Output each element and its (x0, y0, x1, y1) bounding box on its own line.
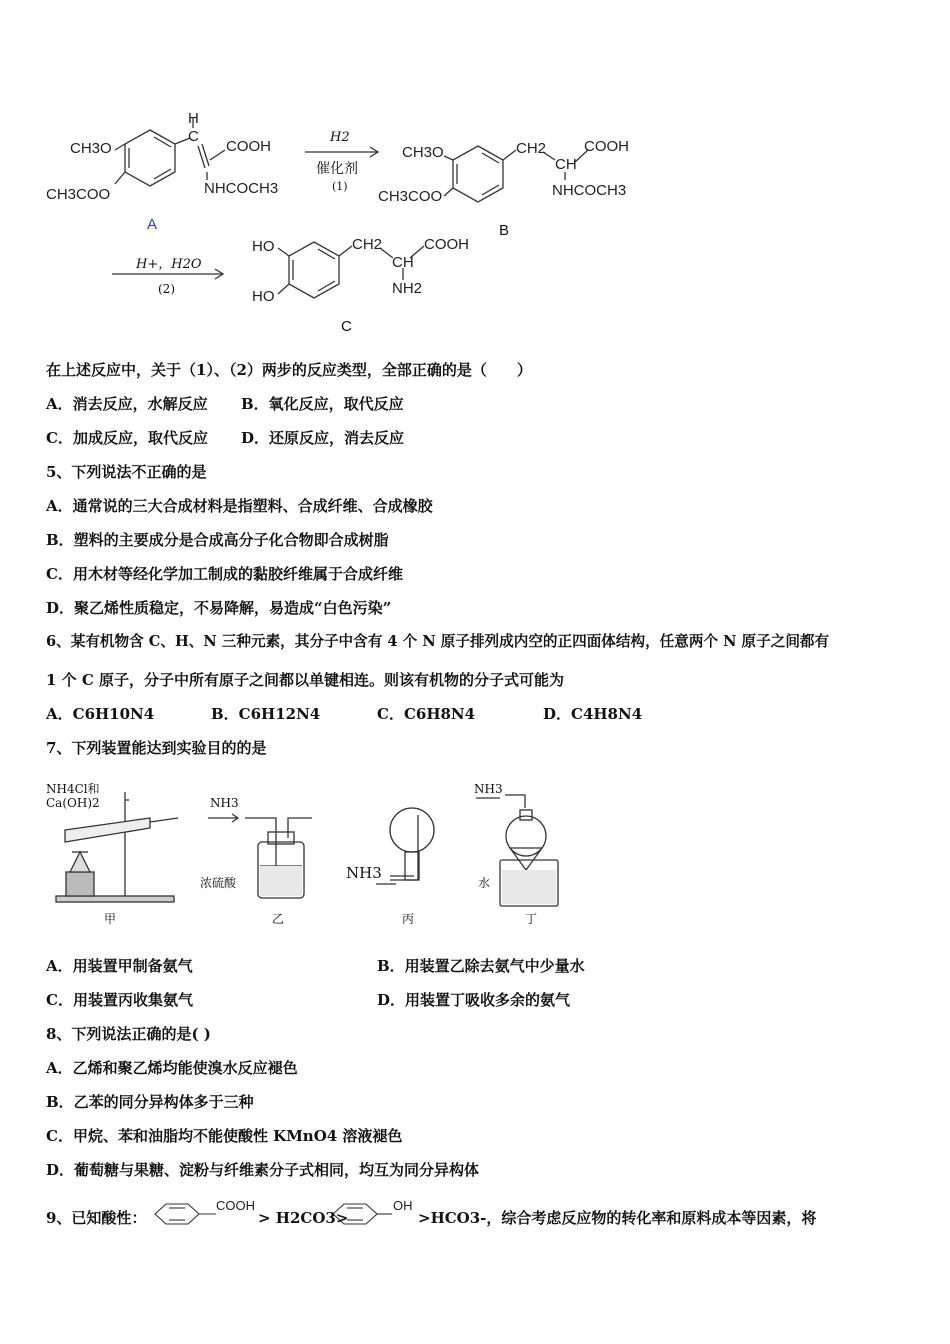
q7-option-b: B．用装置乙除去氨气中少量水 (377, 957, 585, 975)
q6-stem-line2: 1 个 C 原子，分子中所有原子之间都以单键相连。则该有机物的分子式可能为 (46, 671, 565, 689)
q6-option-d: D．C4H8N4 (543, 705, 643, 723)
q9-cooh-label: COOH (216, 1198, 255, 1213)
q4-stem: 在上述反应中，关于（1）、（2）两步的反应类型，全部正确的是（ ） (46, 361, 532, 379)
q9-prefix: 9、已知酸性： (46, 1209, 147, 1227)
q7-option-a: A．用装置甲制备氨气 (46, 957, 193, 975)
q8-option-c: C．甲烷、苯和油脂均不能使酸性 KMnO4 溶液褪色 (46, 1127, 403, 1145)
q8-option-b: B．乙苯的同分异构体多于三种 (46, 1093, 254, 1111)
a-h-label: H (188, 110, 199, 127)
q9-suffix: >HCO3-，综合考虑反应物的转化率和原料成本等因素，将 (418, 1209, 817, 1227)
app-jia-label: 甲 (104, 912, 117, 926)
c-ch2-label: CH2 (352, 236, 383, 253)
q9-middle: > H2CO3> (258, 1209, 349, 1227)
q8-option-d: D．葡萄糖与果糖、淀粉与纤维素分子式相同，均互为同分异构体 (46, 1161, 480, 1179)
q6-option-b: B．C6H12N4 (211, 705, 321, 723)
q4-option-d: D．还原反应，消去反应 (241, 429, 405, 447)
b-ch-label: CH (555, 156, 577, 173)
q8-option-a: A．乙烯和聚乙烯均能使溴水反应褪色 (46, 1059, 298, 1077)
q5-option-b: B．塑料的主要成分是合成高分子化合物即合成树脂 (46, 531, 389, 549)
q7-option-c: C．用装置丙收集氨气 (46, 991, 193, 1009)
compound-a-label: A (147, 216, 158, 233)
app-ding-gas: NH3 (474, 782, 503, 796)
b-ch2-label: CH2 (516, 140, 547, 157)
b-methoxy-label: CH3O (402, 144, 444, 161)
c-ch-label: CH (392, 254, 414, 271)
q7-option-d: D．用装置丁吸收多余的氨气 (377, 991, 571, 1009)
q5-stem: 5、下列说法不正确的是 (46, 463, 207, 481)
app-jia-reagent-2: Ca(OH)2 (46, 796, 100, 810)
app-yi-gas: NH3 (210, 796, 239, 810)
app-ding-label: 丁 (525, 912, 538, 926)
step1-number: (1) (332, 180, 348, 193)
app-yi-label: 乙 (272, 912, 285, 926)
q5-option-d: D．聚乙烯性质稳定，不易降解，易造成“白色污染” (46, 599, 392, 617)
a-acetoxy-label: CH3COO (46, 186, 111, 203)
app-yi-liquid: 浓硫酸 (200, 876, 237, 890)
q8-stem: 8、下列说法正确的是( ) (46, 1025, 211, 1043)
step2-reagent: H+，H2O (136, 257, 202, 272)
app-ding-liquid: 水 (478, 876, 491, 890)
q9-oh-label: OH (393, 1198, 413, 1213)
q5-option-c: C．用木材等经化学加工制成的黏胶纤维属于合成纤维 (46, 565, 403, 583)
q6-option-c: C．C6H8N4 (377, 705, 476, 723)
c-cooh-label: COOH (424, 236, 469, 253)
step1-reagent: H2 (330, 130, 350, 145)
q7-stem: 7、下列装置能达到实验目的的是 (46, 739, 267, 757)
c-hydroxy1-label: HO (252, 238, 275, 255)
app-bing-label: 丙 (402, 912, 415, 926)
step2-number: (2) (158, 282, 175, 296)
a-methoxy-label: CH3O (70, 140, 112, 157)
step1-catalyst: 催化剂 (316, 161, 358, 177)
a-cooh-label: COOH (226, 138, 271, 155)
b-cooh-label: COOH (584, 138, 629, 155)
a-c-label: C (188, 128, 199, 145)
q6-option-a: A．C6H10N4 (46, 705, 155, 723)
b-acetoxy-label: CH3COO (378, 188, 443, 205)
app-jia-reagent-1: NH4Cl和 (46, 782, 100, 796)
a-amide-label: NHCOCH3 (204, 180, 279, 197)
c-amine-label: NH2 (392, 280, 423, 297)
q4-option-a: A．消去反应，水解反应 (46, 395, 208, 413)
q4-option-b: B．氧化反应，取代反应 (241, 395, 404, 413)
compound-b-label: B (499, 222, 510, 239)
compound-c-label: C (341, 318, 352, 335)
b-amide-label: NHCOCH3 (552, 182, 627, 199)
q4-option-c: C．加成反应，取代反应 (46, 429, 208, 447)
c-hydroxy2-label: HO (252, 288, 275, 305)
q6-stem-line1: 6、某有机物含 C、H、N 三种元素，其分子中含有 4 个 N 原子排列成内空的正四面体结构，任意两个 N 原子之间都有 (46, 633, 830, 650)
q5-option-a: A．通常说的三大合成材料是指塑料、合成纤维、合成橡胶 (46, 497, 433, 515)
app-bing-gas: NH3 (346, 864, 382, 882)
